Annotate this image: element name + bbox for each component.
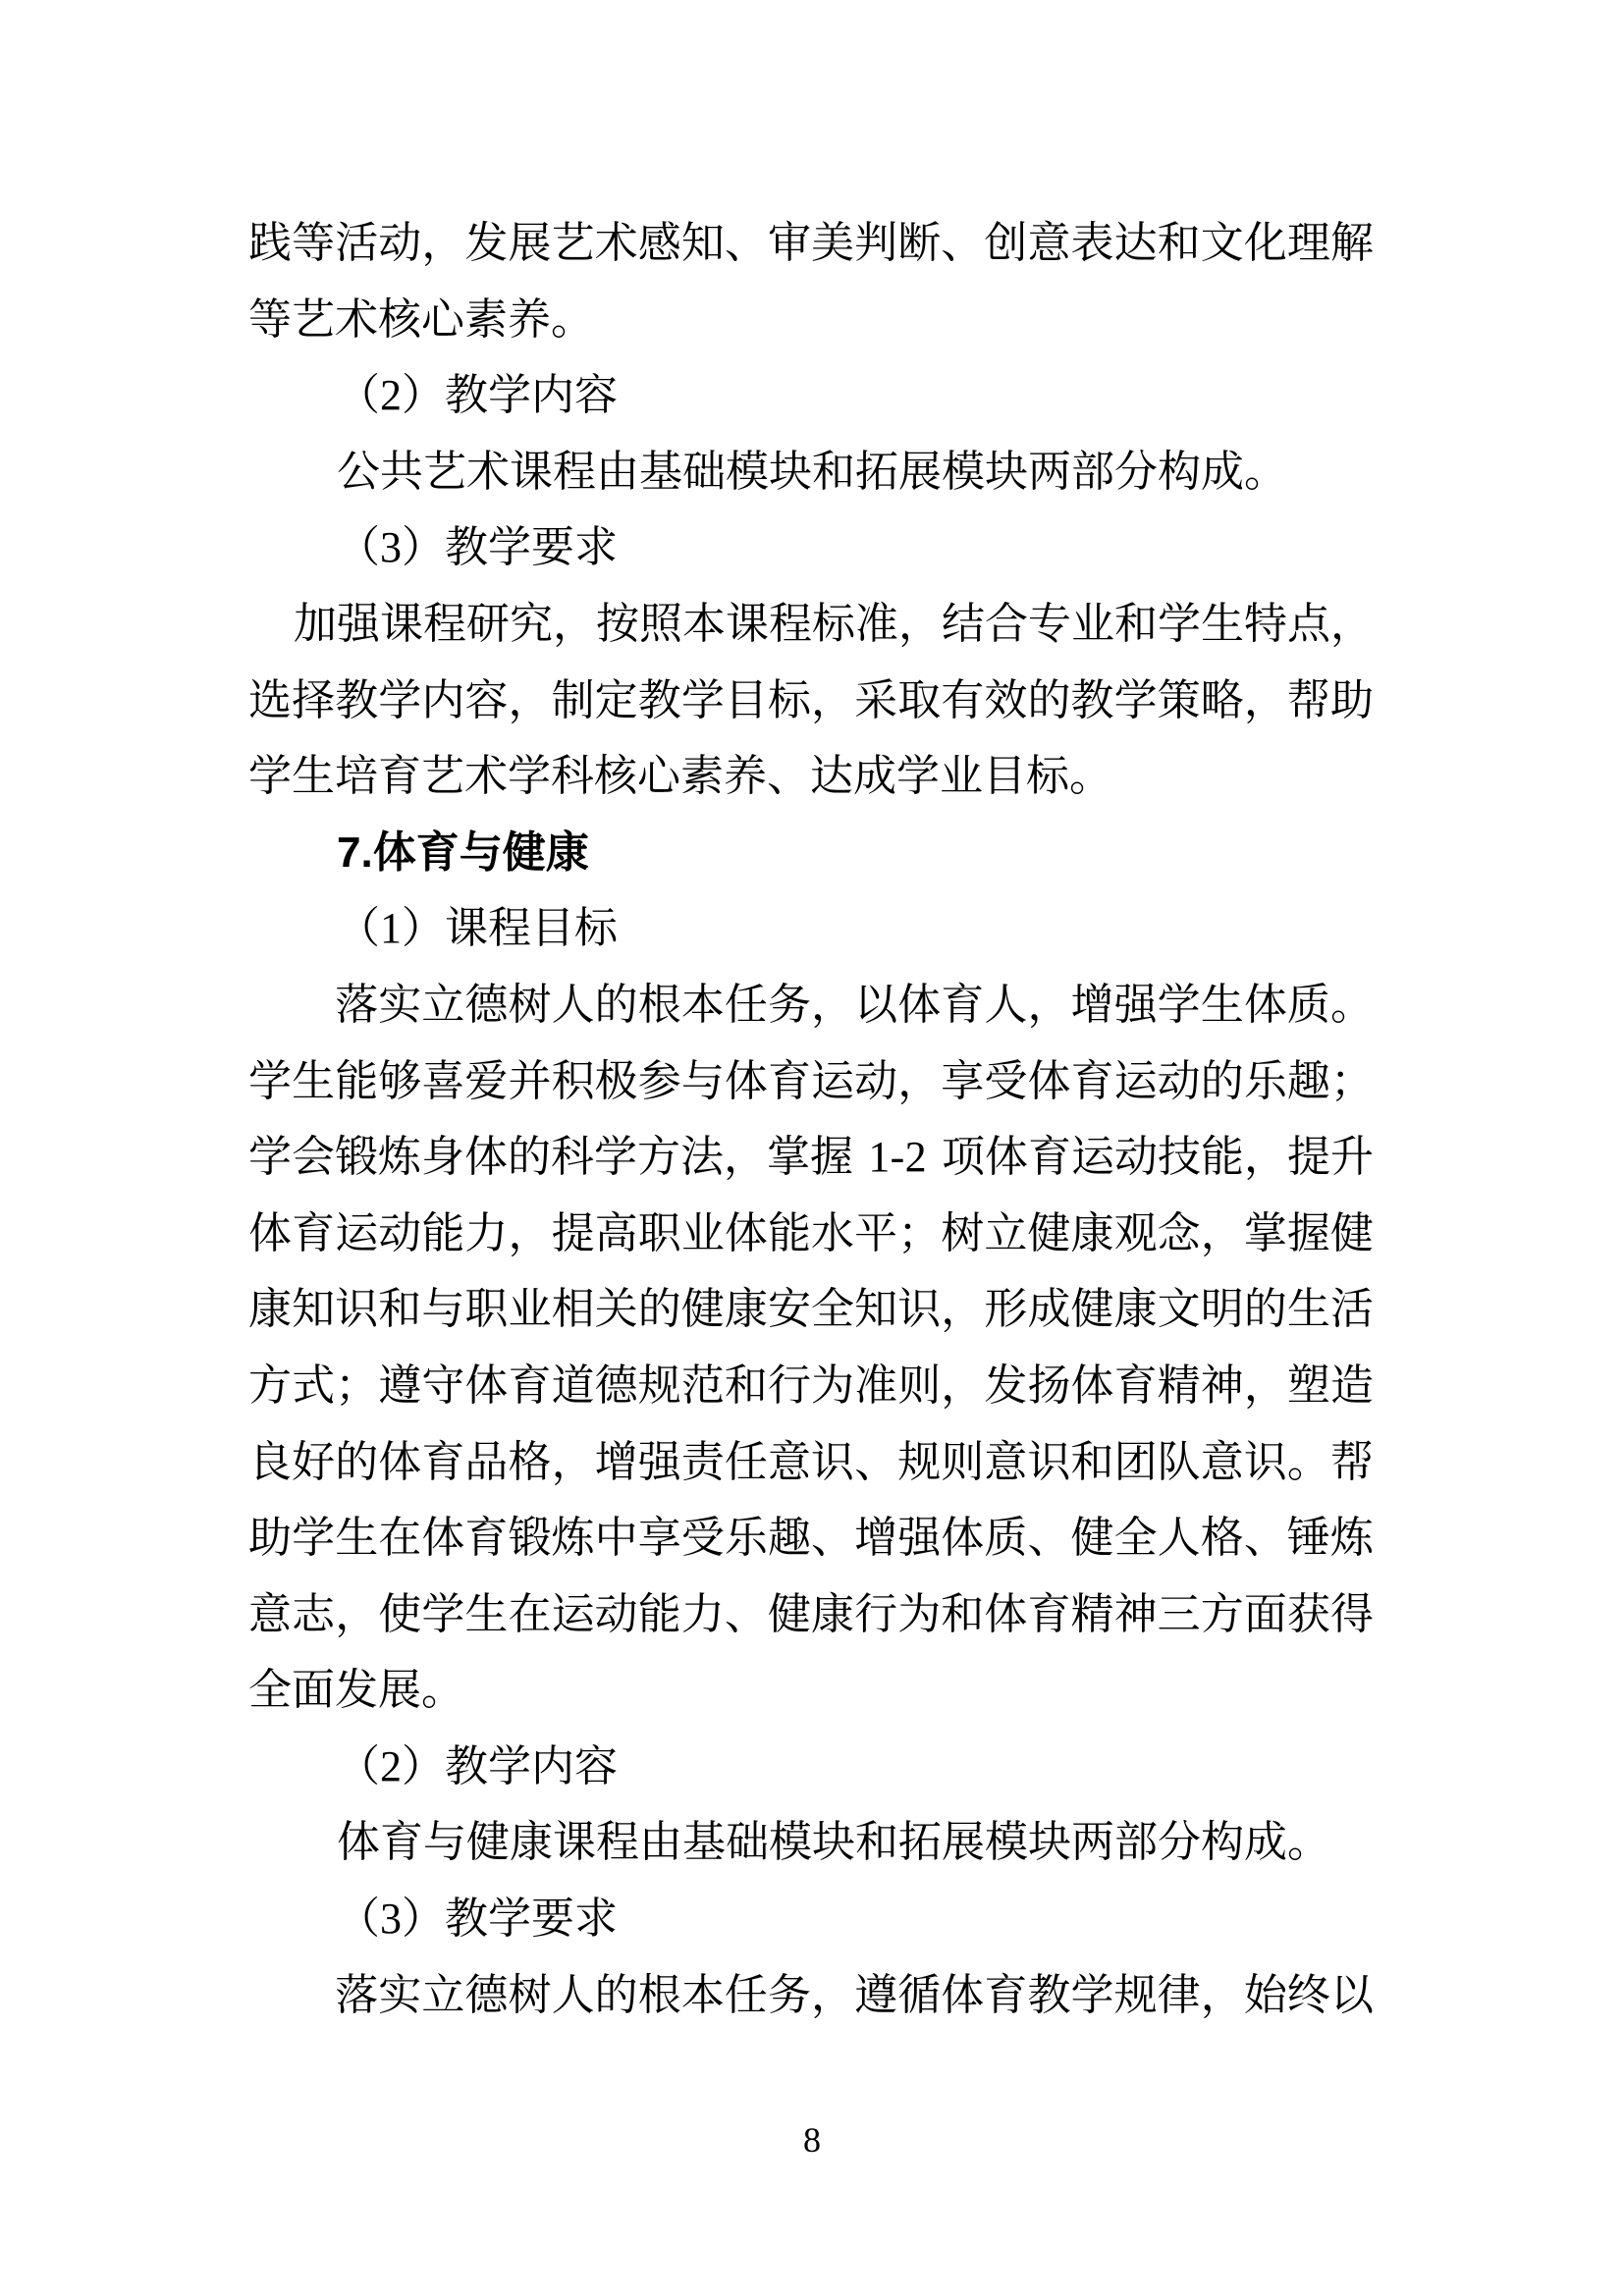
text-line: 学 生 能 够 喜 爱 并 积 极 参 与 体 育 运 动 ， 享 受 体 育 运 动 的 乐 趣 ； [248, 1056, 1374, 1105]
text-line: 体 育 运 动 能 力 ， 提 高 职 业 体 能 水 平 ； 树 立 健 康 观 念 ， 掌 握 健 [248, 1208, 1374, 1257]
text-line: 学 会 锻 炼 身 体 的 科 学 方 法 ， 掌 握 1 - 2 项 体 育 运 动 技 能 ， 提 升 [248, 1133, 1374, 1182]
text-line: （2）教学内容 [337, 1741, 618, 1790]
text-line: 学生培育艺术学科核心素养、达成学业目标。 [248, 752, 1112, 801]
text-line: 体育与健康课程由基础模块和拓展模块两部分构成。 [337, 1818, 1330, 1867]
text-line: 全面发展。 [248, 1666, 464, 1715]
text-line: 良 好 的 体 育 品 格 ， 增 强 责 任 意 识 、 规 则 意 识 和 团 队 意 识 。 帮 [248, 1437, 1374, 1486]
text-line: （3）教学要求 [337, 1895, 618, 1944]
text-line: 意 志 ， 使 学 生 在 运 动 能 力 、 健 康 行 为 和 体 育 精 神 三 方 面 获 得 [248, 1589, 1374, 1638]
text-line: 落 实 立 德 树 人 的 根 本 任 务 ， 遵 循 体 育 教 学 规 律 ， 始 终 以 [335, 1970, 1374, 2019]
text-line: 方 式 ； 遵 守 体 育 道 德 规 范 和 行 为 准 则 ， 发 扬 体 育 精 神 ， 塑 造 [248, 1361, 1374, 1410]
text-line: 落 实 立 德 树 人 的 根 本 任 务 ， 以 体 育 人 ， 增 强 学 生 体 质 。 [335, 980, 1374, 1029]
text-line: （3）教学要求 [337, 523, 618, 572]
page-number: 8 [803, 2120, 821, 2160]
text-line: 践 等 活 动 ， 发 展 艺 术 感 知 、 审 美 判 断 、 创 意 表 达 和 文 化 理 解 [248, 219, 1374, 267]
text-body [248, 205, 1374, 2033]
text-line: 加 强 课 程 研 究 ， 按 照 本 课 程 标 准 ， 结 合 专 业 和 学 生 特 点 ， [294, 599, 1374, 648]
text-line: 公共艺术课程由基础模块和拓展模块两部分构成。 [337, 447, 1287, 496]
text-line: （1）课程目标 [337, 904, 618, 953]
text-line: 选 择 教 学 内 容 ， 制 定 教 学 目 标 ， 采 取 有 效 的 教 学 策 略 ， 帮 助 [248, 675, 1374, 724]
text-line: 等艺术核心素养。 [248, 294, 594, 344]
text-line: 助 学 生 在 体 育 锻 炼 中 享 受 乐 趣 、 增 强 体 质 、 健 全 人 格 、 锤 炼 [248, 1514, 1374, 1563]
text-line: （2）教学内容 [337, 371, 618, 420]
section-heading: 7.体育与健康 [337, 828, 589, 877]
text-line: 康 知 识 和 与 职 业 相 关 的 健 康 安 全 知 识 ， 形 成 健 康 文 明 的 生 活 [248, 1285, 1374, 1334]
